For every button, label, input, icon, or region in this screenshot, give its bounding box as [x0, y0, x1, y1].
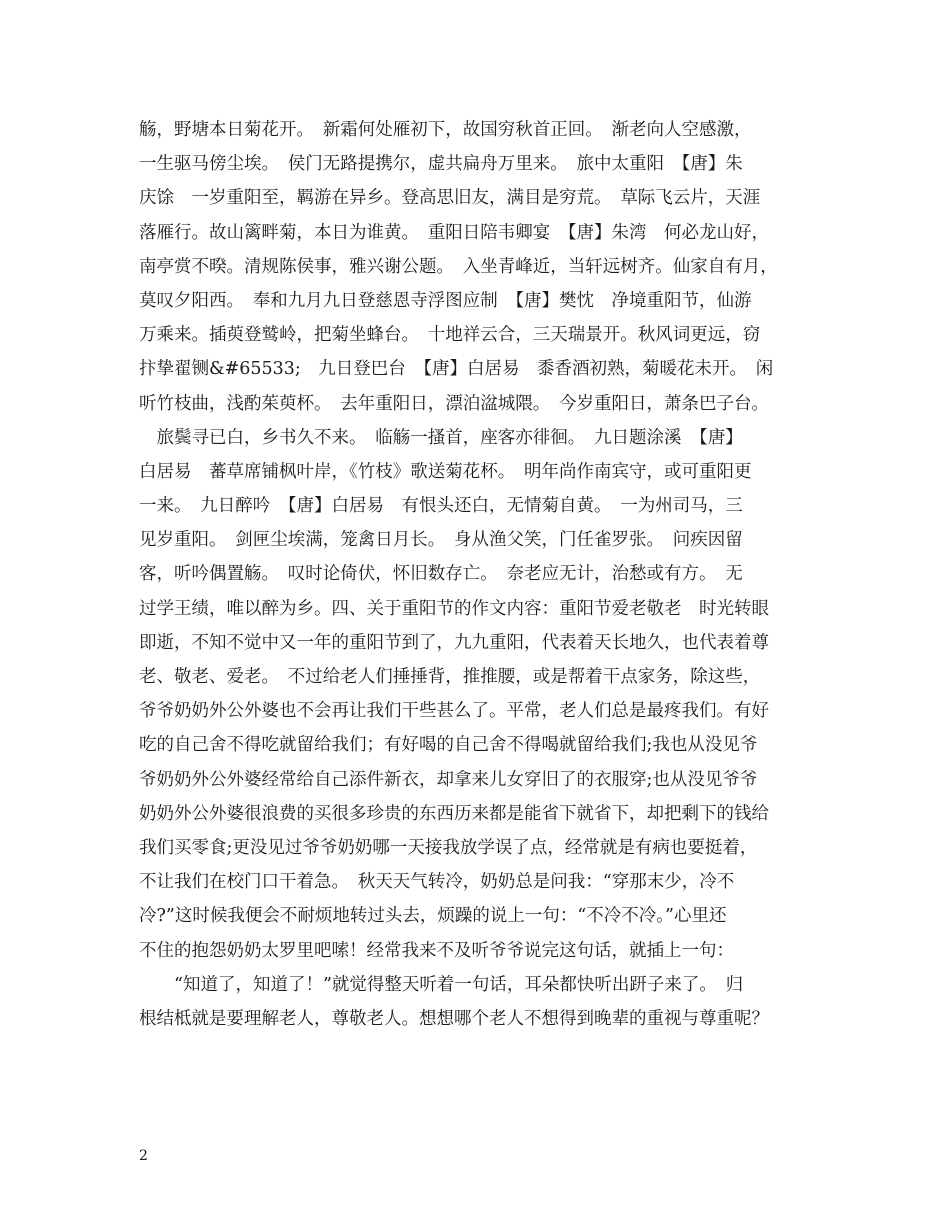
text-line: 我们买零食;更没见过爷爷奶奶哪一天接我放学误了点，经常就是有病也要挺着， — [139, 837, 758, 858]
text-line: 一来。 九日醉吟 【唐】白居易 有恨头还白，无情菊自黄。 一为州司马，三 — [139, 496, 743, 517]
text-line: 觞，野塘本日菊花开。 新霜何处雁初下，故国穷秋首正回。 渐老向人空感激， — [139, 120, 752, 140]
text-line: 过学王绩，唯以醉为乡。四、关于重阳节的作文内容：重阳节爱老敬老 时光转眼 — [139, 598, 769, 619]
text-line: 一生驱马傍尘埃。 侯门无路提携尔，虚共扁舟万里来。 旅中太重阳 【唐】朱 — [139, 154, 743, 175]
text-line: 南亭赏不暌。清规陈侯事，雅兴谢公题。 入坐青峰近，当轩远树齐。仙家自有月， — [139, 256, 778, 277]
text-line: 见岁重阳。 剑匣尘埃满，笼禽日月长。 身从渔父笑，门任雀罗张。 问疾因留 — [139, 530, 743, 551]
text-line: 不住的抱怨奶奶太罗里吧嗦！经常我来不及听爷爷说完这句话，就插上一句： — [139, 940, 734, 961]
body-text — [139, 113, 839, 1036]
text-line: 冷?”这时候我便会不耐烦地转过头去，烦躁的说上一句：“不冷不冷。”心里还 — [139, 906, 727, 927]
text-line: “知道了，知道了！”就觉得整天听着一句话，耳朵都快听出趼子来了。 归 — [139, 974, 744, 995]
text-line: 老、敬老、爱老。 不过给老人们捶捶背，推推腰，或是帮着干点家务，除这些， — [139, 667, 761, 687]
text-line: 爷奶奶外公外婆经常给自己添件新衣，却拿来儿女穿旧了的衣服穿;也从没见爷爷 — [139, 769, 758, 790]
text-line: 落雁行。故山篱畔菊，本日为谁黄。 重阳日陪韦卿宴 【唐】朱湾 何必龙山好， — [139, 222, 769, 243]
text-line: 吃的自己舍不得吃就留给我们；有好喝的自己舍不得喝就留给我们;我也从没见爷 — [139, 735, 758, 756]
text-line: 莫叹夕阳西。 奉和九月九日登慈恩寺浮图应制 【唐】樊忱 净境重阳节，仙游 — [139, 290, 752, 311]
text-line: 万乘来。插萸登鹫岭，把菊坐蜂台。 十地祥云合，三天瑞景开。秋风词更远，窃 — [139, 325, 761, 346]
text-line: 奶奶外公外婆很浪费的买很多珍贵的东西历来都是能省下就省下，却把剩下的钱给 — [139, 803, 769, 824]
text-line: 旅鬓寻已白，乡书久不来。 临觞一搔首，座客亦徘徊。 九日题涂溪 【唐】 — [139, 427, 743, 448]
text-line: 白居易 蕃草席铺枫叶岸，《竹枝》歌送菊花杯。 明年尚作南宾守，或可重阳更 — [139, 461, 752, 482]
page-number: 2 — [139, 1148, 148, 1164]
text-line: 抃挚翟铡&#65533; 九日登巴台 【唐】白居易 黍香酒初熟，菊暖花未开。 闲 — [139, 359, 774, 380]
text-line: 客，听吟偶置觞。 叹时论倚伏，怀旧数存亡。 奈老应无计，治愁或有方。 无 — [139, 564, 743, 585]
text-line: 听竹枝曲，浅酌茱萸杯。 去年重阳日，漂泊湓城隈。 今岁重阳日，萧条巴子台。 — [139, 393, 769, 414]
text-line: 庆馀 一岁重阳至，羁游在异乡。登高思旧友，满目是穷荒。 草际飞云片，天涯 — [139, 188, 761, 209]
text-line: 爷爷奶奶外公外婆也不会再让我们干些甚么了。平常，老人们总是最疼我们。有好 — [139, 701, 769, 722]
text-line: 不让我们在校门口干着急。 秋天天气转冷，奶奶总是问我：“穿那末少，冷不 — [139, 872, 735, 893]
text-line: 根结柢就是要理解老人，尊敬老人。想想哪个老人不想得到晚辈的重视与尊重呢？ — [139, 1008, 769, 1029]
text-line: 即逝，不知不觉中又一年的重阳节到了，九九重阳，代表着天长地久，也代表着尊 — [139, 632, 769, 653]
